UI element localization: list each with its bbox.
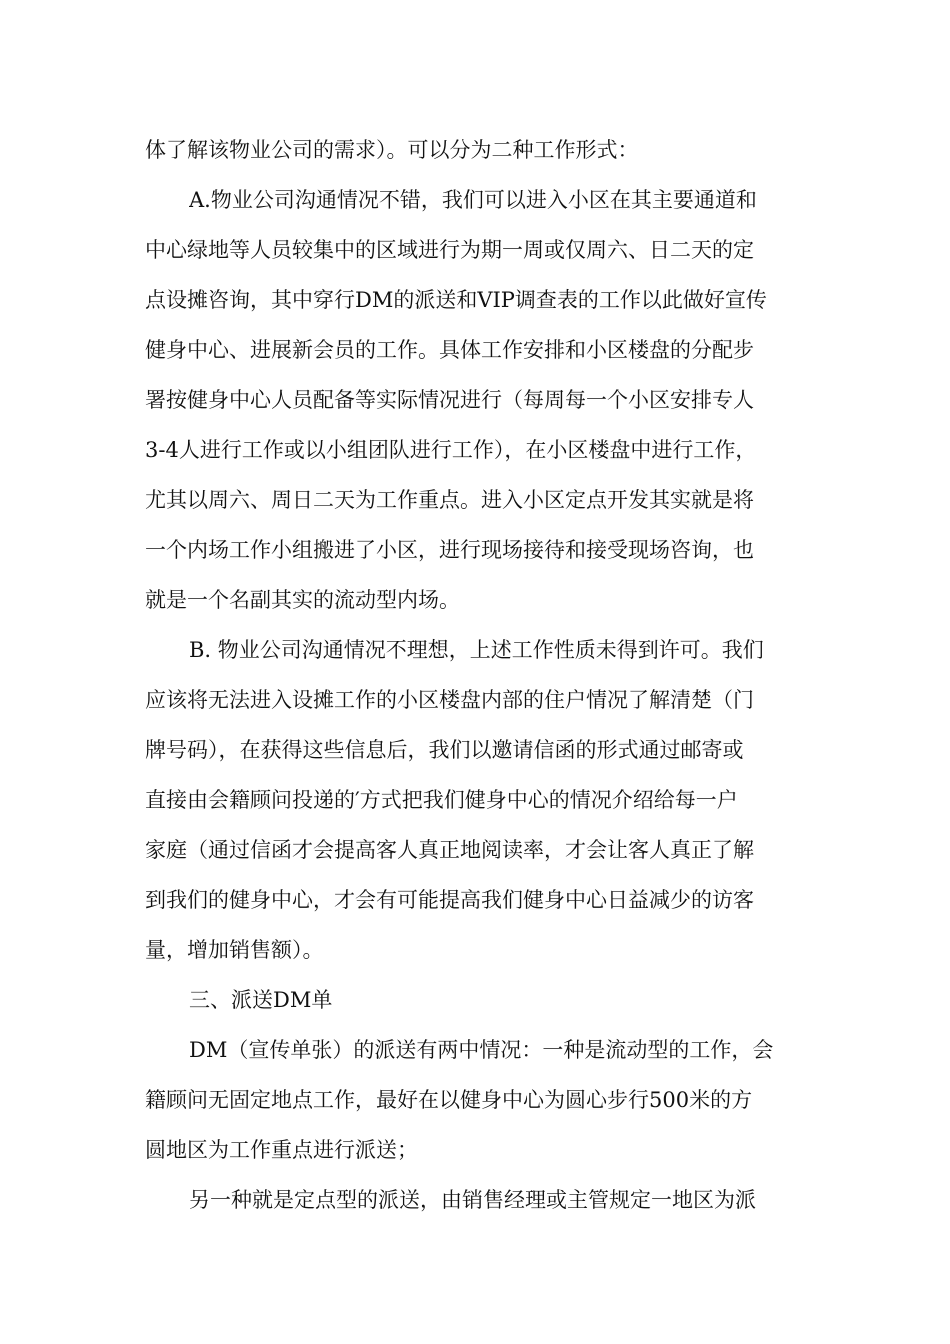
body-text-line: 署按健身中心人员配备等实际情况进行（每周每一个小区安排专人 [145,388,754,412]
body-text-line: 体了解该物业公司的需求）。可以分为二种工作形式： [145,138,639,162]
body-text-line: 一个内场工作小组搬进了小区，进行现场接待和接受现场咨询，也 [145,538,754,562]
paragraph-fixed-line: 另一种就是定点型的派送，由销售经理或主管规定一地区为派 [189,1188,756,1212]
body-text-line: 直接由会籍顾问投递的′方式把我们健身中心的情况介绍给每一户 [145,788,738,812]
body-text-line: 健身中心、进展新会员的工作。具体工作安排和小区楼盘的分配步 [145,338,754,362]
body-text-line: 应该将无法进入设摊工作的小区楼盘内部的住户情况了解清楚（门 [145,688,754,712]
body-text-line: 牌号码），在获得这些信息后，我们以邀请信函的形式通过邮寄或 [145,738,744,762]
body-text-line: 量，增加销售额）。 [145,938,324,962]
paragraph-b-line: B. 物业公司沟通情况不理想，上述工作性质未得到许可。我们 [189,638,764,662]
body-text-line: 圆地区为工作重点进行派送； [145,1138,418,1162]
body-text-line: 点设摊咨询，其中穿行DM的派送和VIP调查表的工作以此做好宣传 [145,288,767,312]
paragraph-a-line: A.物业公司沟通情况不错，我们可以进入小区在其主要通道和 [189,188,757,212]
body-text-line: 中心绿地等人员较集中的区域进行为期一周或仅周六、日二天的定 [145,238,754,262]
body-text-line: 家庭（通过信函才会提高客人真正地阅读率，才会让客人真正了解 [145,838,754,862]
body-text-line: 到我们的健身中心，才会有可能提高我们健身中心日益减少的访客 [145,888,754,912]
body-text-line: 3-4人进行工作或以小组团队进行工作），在小区楼盘中进行工作， [145,438,757,462]
paragraph-dm-line: DM（宣传单张）的派送有两中情况：一种是流动型的工作，会 [189,1038,774,1062]
section-heading: 三、派送DM单 [189,988,333,1012]
body-text-line: 就是一个名副其实的流动型内场。 [145,588,460,612]
body-text-line: 籍顾问无固定地点工作，最好在以健身中心为圆心步行500米的方 [145,1088,753,1112]
body-text-line: 尤其以周六、周日二天为工作重点。进入小区定点开发其实就是将 [145,488,754,512]
